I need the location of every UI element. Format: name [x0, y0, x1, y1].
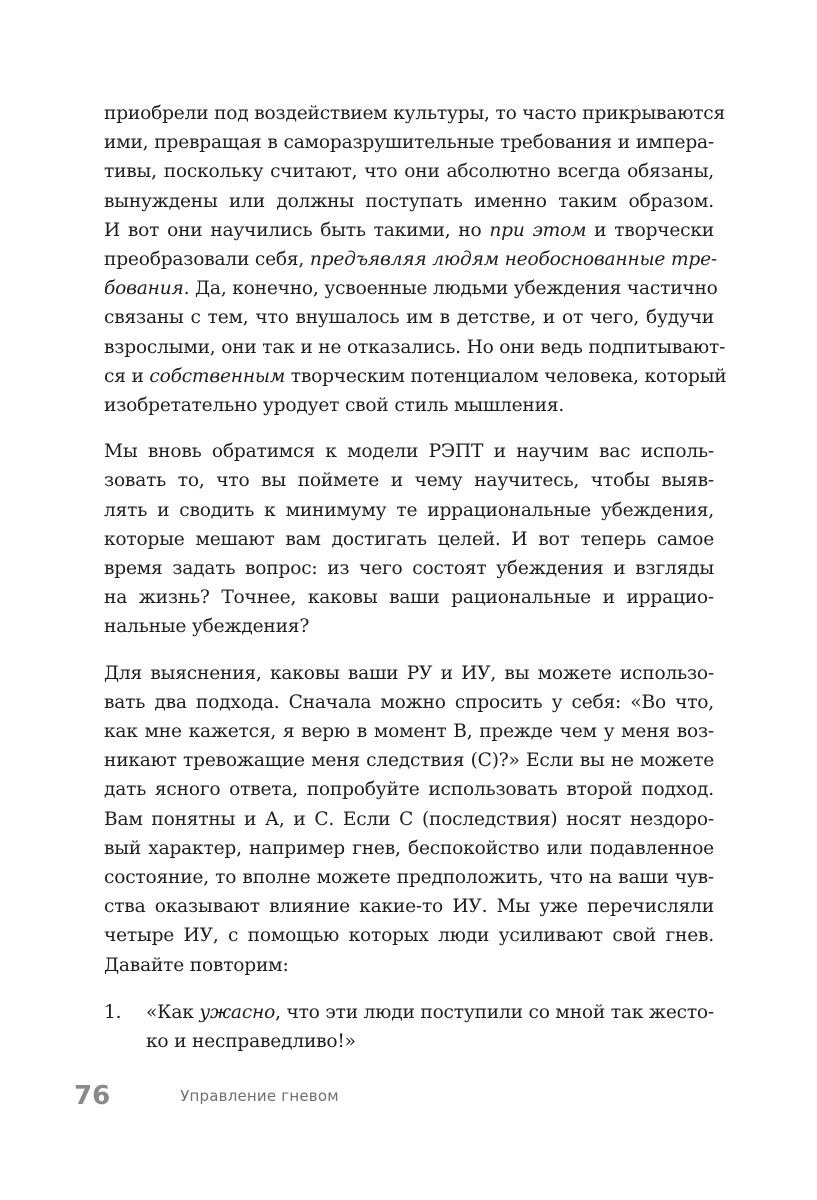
text-segment: связаны с тем, что внушалось им в детстве, и от чего, будучи [104, 307, 714, 329]
text-line [104, 496, 714, 525]
text-line [146, 998, 714, 1027]
page-footer [74, 1078, 339, 1114]
text-line [104, 99, 726, 128]
text-segment: взрослыми, они так и не отказались. Но они ведь подпитывают- [104, 336, 726, 358]
text-segment: Вам понятны и А, и С. Если С (последствия) носят нездоро- [104, 808, 714, 830]
text-line [104, 612, 714, 641]
text-segment: состояние, то вполне можете предположить, что на ваши чув- [104, 867, 714, 889]
text-line [104, 951, 714, 980]
text-segment: дать ясного ответа, попробуйте использовать второй подход. [104, 779, 714, 801]
text-line [146, 1027, 714, 1056]
text-line [104, 775, 714, 804]
text-segment: ими, превращая в саморазрушительные требования и импера- [104, 132, 714, 154]
text-segment: никают тревожащие меня следствия (С)?» Если вы не можете [104, 750, 714, 772]
text-segment: время задать вопрос: из чего состоят убеждения и взгляды [104, 558, 714, 580]
text-segment: приобрели под воздействием культуры, то часто прикрываются [104, 103, 726, 124]
text-line [104, 274, 718, 303]
italic-text: собственным [149, 365, 286, 387]
text-segment: на жизнь? Точнее, каковы ваши рациональные и иррацио- [104, 587, 714, 609]
text-segment: и творчески [586, 219, 714, 241]
text-line [104, 245, 717, 274]
text-line [104, 834, 714, 863]
text-segment: зовать то, что вы поймете и чему научитесь, чтобы выяв- [104, 470, 714, 492]
text-segment: вать два подхода. Сначала можно спросить у себя: «Во что, [104, 691, 714, 713]
text-line [104, 525, 714, 554]
text-line [104, 216, 714, 245]
text-line [104, 466, 714, 495]
text-segment: как мне кажется, я верю в момент В, прежде чем у меня воз- [104, 721, 714, 743]
text-segment: . Да, конечно, усвоенные людьми убеждения частично [183, 278, 718, 300]
italic-text: бования [104, 278, 184, 300]
paragraph [104, 99, 727, 420]
running-title: Управление гневом [180, 1087, 339, 1105]
text-segment: лять и сводить к минимуму те иррациональные убеждения, [104, 499, 714, 521]
italic-text: при этом [489, 219, 587, 241]
text-segment: четыре ИУ, с помощью которых люди усиливают свой гнев. [104, 925, 714, 947]
text-line [104, 583, 714, 612]
text-line [104, 746, 714, 775]
list-item-text [146, 998, 714, 1056]
page-number: 76 [74, 1081, 111, 1111]
text-line [104, 333, 726, 362]
list-item [104, 998, 714, 1056]
paragraph [104, 437, 714, 641]
text-line [104, 303, 714, 332]
text-segment: «Как [146, 1001, 200, 1023]
text-segment: ства оказывают влияние какие-то ИУ. Мы уже перечисляли [104, 896, 714, 918]
text-line [104, 362, 727, 391]
body-text [104, 99, 727, 1056]
text-segment: И вот они научились быть такими, но [104, 219, 490, 241]
text-line [104, 554, 714, 583]
text-line [104, 717, 714, 746]
text-line [104, 391, 714, 420]
text-segment: вынуждены или должны поступать именно таким образом. [104, 190, 714, 212]
text-segment: тивы, поскольку считают, что они абсолютно всегда обязаны, [104, 161, 714, 183]
text-segment: Давайте повторим: [104, 954, 289, 976]
text-segment: Мы вновь обратимся к модели РЭПТ и научим вас исполь- [104, 441, 714, 463]
text-segment: преобразовали себя, [104, 249, 310, 271]
text-segment: ко и несправедливо!» [146, 1031, 356, 1053]
text-segment: Для выяснения, каковы ваши РУ и ИУ, вы можете использо- [104, 662, 714, 684]
text-line [104, 921, 714, 950]
text-segment: творческим потенциалом человека, который [285, 365, 727, 387]
text-line [104, 437, 714, 466]
text-line [104, 128, 714, 157]
italic-text: предъявляя людям необоснованные тре- [309, 249, 717, 271]
text-segment: ся и [104, 365, 150, 387]
text-segment: которые мешают вам достигать целей. И вот теперь самое [104, 528, 714, 550]
list-number: 1. [104, 1001, 122, 1023]
text-line [104, 688, 714, 717]
text-line [104, 805, 714, 834]
text-segment: , что эти люди поступили со мной так жесто- [275, 1001, 714, 1023]
italic-text: ужасно [199, 1001, 276, 1023]
text-line [104, 659, 714, 688]
text-line [104, 863, 714, 892]
text-line [104, 187, 714, 216]
paragraph [104, 659, 714, 980]
text-segment: изобретательно уродует свой стиль мышления. [104, 395, 565, 417]
text-segment: нальные убеждения? [104, 616, 310, 638]
text-line [104, 157, 714, 186]
text-segment: вый характер, например гнев, беспокойство или подавленное [104, 837, 714, 859]
text-line [104, 892, 714, 921]
